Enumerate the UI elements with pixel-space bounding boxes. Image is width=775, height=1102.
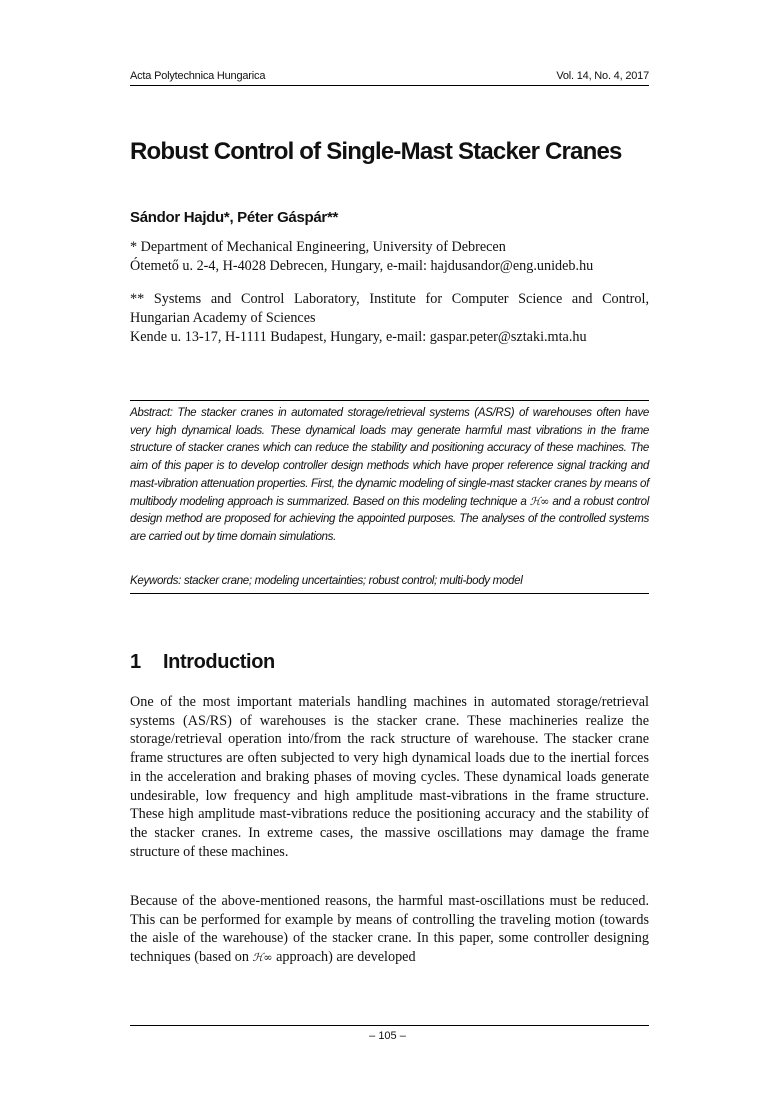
journal-name: Acta Polytechnica Hungarica xyxy=(130,70,266,82)
intro-paragraph-2-text-2: approach) are developed xyxy=(276,949,416,966)
h-infinity-symbol: ℋ∞ xyxy=(529,494,550,508)
keywords: Keywords: stacker crane; modeling uncertainties; robust control; multi-body model xyxy=(130,574,523,587)
abstract-bottom-rule xyxy=(130,593,649,594)
section-heading xyxy=(130,651,275,674)
affiliation-2-line-1: ** Systems and Control Laboratory, Institute for Computer Science and Control, xyxy=(130,291,649,307)
affiliation-1-line-1: * Department of Mechanical Engineering, University of Debrecen xyxy=(130,239,506,255)
header-divider xyxy=(130,85,649,86)
h-infinity-symbol: ℋ∞ xyxy=(252,951,273,965)
paper-title: Robust Control of Single-Mast Stacker Cranes xyxy=(130,138,622,165)
volume-info: Vol. 14, No. 4, 2017 xyxy=(556,70,649,82)
abstract-text-1: Abstract: The stacker cranes in automated storage/retrieval systems (AS/RS) of warehouses often have very high dynamical loads. These dynamical loads may generate harmful mast vibrations in the frame structure of stacker cranes which can reduce the stability and positioning accuracy of these machines. The aim of this paper is to develop controller design methods which have proper reference signal tracking and mast-vibration attenuation properties. First, the dynamic modeling of single-mast stacker cranes by means of multibody modeling approach is summarized. Based on this modeling technique a xyxy=(130,406,649,508)
section-title: Introduction xyxy=(163,651,275,673)
abstract-top-rule xyxy=(130,400,649,401)
intro-paragraph-1: One of the most important materials handling machines in automated storage/retrieval systems (AS/RS) of warehouses is the stacker crane. These machineries realize the storage/retrieval operation into/from the rack structure of warehouse. The stacker crane frame structures are often subjected to very high dynamical loads due to the inertial forces in the acceleration and braking phases of moving cycles. These dynamical loads generate undesirable, low frequency and high amplitude mast-vibrations in the frame structure. These high amplitude mast-vibrations reduce the positioning accuracy and the stability of the stacker cranes. In extreme cases, the massive oscillations may damage the frame structure of these machines. xyxy=(130,694,649,860)
authors: Sándor Hajdu*, Péter Gáspár** xyxy=(130,209,339,226)
running-header xyxy=(130,70,649,84)
affiliation-2 xyxy=(130,290,649,347)
affiliation-2-line-3: Kende u. 13-17, H-1111 Budapest, Hungary, e-mail: gaspar.peter@sztaki.mta.hu xyxy=(130,329,587,345)
section-number: 1 xyxy=(130,651,141,673)
intro-paragraph-2-text-1: Because of the above-mentioned reasons, the harmful mast-oscillations must be reduced. This can be performed for example by means of controlling the traveling motion (towards the aisle of the warehouse) of the stacker crane. In this paper, some controller designing techniques (based on xyxy=(130,893,649,966)
affiliation-1-line-2: Ótemető u. 2-4, H-4028 Debrecen, Hungary, e-mail: hajdusandor@eng.unideb.hu xyxy=(130,258,594,274)
footer-divider xyxy=(130,1025,649,1026)
affiliation-2-line-2: Hungarian Academy of Sciences xyxy=(130,310,316,326)
affiliation-1 xyxy=(130,238,649,276)
intro-paragraph-2 xyxy=(130,892,649,968)
abstract-text-2: and a robust control design method are proposed for achieving the appointed purposes. The analyses of the controlled systems are carried out by time domain simulations. xyxy=(130,494,649,543)
page-number: – 105 – xyxy=(369,1030,406,1042)
abstract xyxy=(130,404,649,546)
